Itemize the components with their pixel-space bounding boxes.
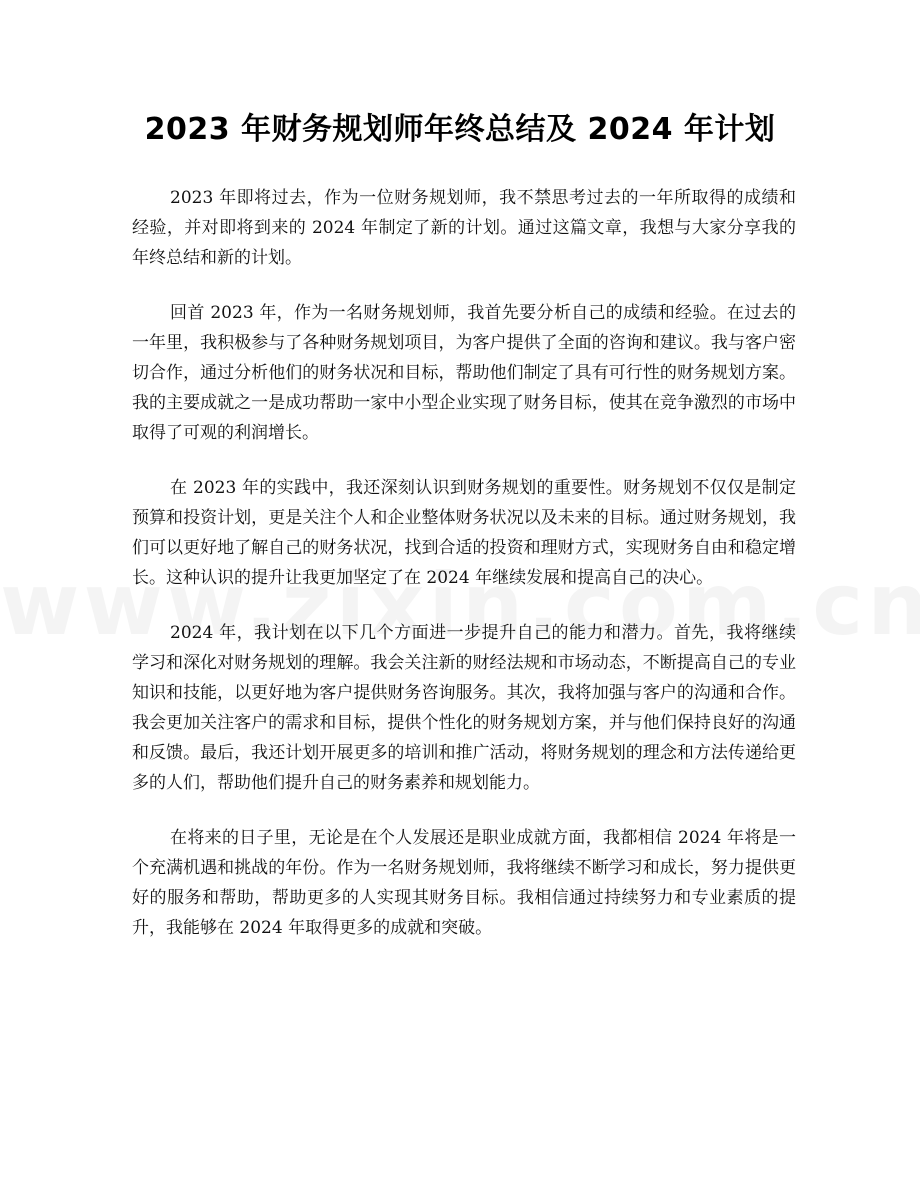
paragraph-plan-2024: 2024 年，我计划在以下几个方面进一步提升自己的能力和潜力。首先，我将继续学习和深化对财务规划的理解。我会关注新的财经法规和市场动态，不断提高自己的专业知识和技能，以更好地为客户提供财务咨询服务。其次，我将加强与客户的沟通和合作。我会更加关注客户的需求和目标，提供个性化的财务规划方案，并与他们保持良好的沟通和反馈。最后，我还计划开展更多的培训和推广活动，将财务规划的理念和方法传递给更多的人们，帮助他们提升自己的财务素养和规划能力。 [132, 623, 796, 793]
paragraph-review-2023: 回首 2023 年，作为一名财务规划师，我首先要分析自己的成绩和经验。在过去的一年里，我积极参与了各种财务规划项目，为客户提供了全面的咨询和建议。我与客户密切合作，通过分析他们的财务状况和目标，帮助他们制定了具有可行性的财务规划方案。我的主要成就之一是成功帮助一家中小型企业实现了财务目标，使其在竞争激烈的市场中取得了可观的利润增长。 [132, 303, 796, 443]
paragraph-insight: 在 2023 年的实践中，我还深刻认识到财务规划的重要性。财务规划不仅仅是制定预算和投资计划，更是关注个人和企业整体财务状况以及未来的目标。通过财务规划，我们可以更好地了解自己的财务状况，找到合适的投资和理财方式，实现财务自由和稳定增长。这种认识的提升让我更加坚定了在 2024 年继续发展和提高自己的决心。 [132, 478, 796, 588]
document-body [132, 183, 796, 968]
paragraph-outlook: 在将来的日子里，无论是在个人发展还是职业成就方面，我都相信 2024 年将是一个充满机遇和挑战的年份。作为一名财务规划师，我将继续不断学习和成长，努力提供更好的服务和帮助，帮助更多的人实现其财务目标。我相信通过持续努力和专业素质的提升，我能够在 2024 年取得更多的成就和突破。 [132, 828, 796, 938]
document-title: 2023 年财务规划师年终总结及 2024 年计划 [144, 112, 776, 147]
paragraph-intro: 2023 年即将过去，作为一位财务规划师，我不禁思考过去的一年所取得的成绩和经验，并对即将到来的 2024 年制定了新的计划。通过这篇文章，我想与大家分享我的年终总结和新的计划。 [132, 188, 796, 268]
